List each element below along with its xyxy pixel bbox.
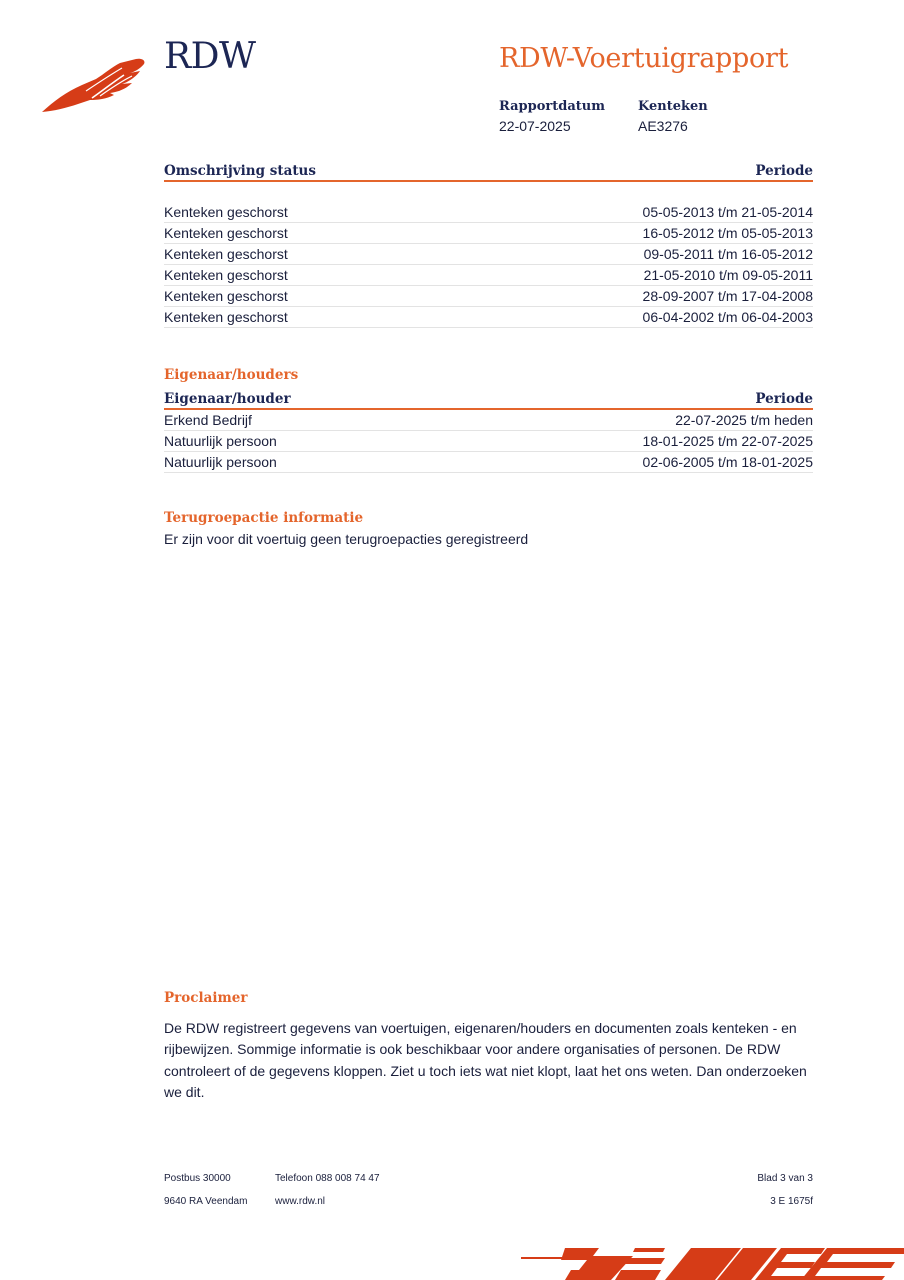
table-row [164,452,813,473]
col-header-owner: Eigenaar/houder [164,391,291,407]
footer-address-line-1: Postbus 30000 [164,1173,231,1184]
owner-type: Natuurlijk persoon [164,454,277,470]
status-period: 28-09-2007 t/m 17-04-2008 [642,288,813,304]
report-date-value: 22-07-2025 [499,118,571,134]
footer-document-code: 3 E 1675f [770,1196,813,1207]
owners-section-title: Eigenaar/houders [164,367,299,383]
recall-text: Er zijn voor dit voertuig geen terugroepacties geregistreerd [164,531,529,547]
status-period: 05-05-2013 t/m 21-05-2014 [642,204,813,220]
status-period: 06-04-2002 t/m 06-04-2003 [642,309,813,325]
proclaimer-text [164,1018,824,1103]
status-description: Kenteken geschorst [164,288,288,304]
proclaimer-line: De RDW registreert gegevens van voertuigen, eigenaren/houders en documenten zoals kenteken - en [164,1020,797,1036]
table-row [164,286,813,307]
report-date-label: Rapportdatum [499,99,605,114]
table-row [164,223,813,244]
table-row [164,410,813,431]
status-description: Kenteken geschorst [164,246,288,262]
col-header-description: Omschrijving status [164,163,316,179]
footer-phone: Telefoon 088 008 74 47 [275,1173,380,1184]
footer-website-link[interactable]: www.rdw.nl [275,1196,326,1207]
plate-label: Kenteken [638,99,708,114]
footer-page-number: Blad 3 van 3 [757,1173,813,1184]
proclaimer-line: we dit. [164,1083,205,1100]
footer-address-line-2: 9640 RA Veendam [164,1196,248,1207]
page-title: RDW-Voertuigrapport [499,43,789,74]
table-row [164,244,813,265]
status-description: Kenteken geschorst [164,204,288,220]
owner-type: Erkend Bedrijf [164,412,252,428]
proclaimer-line: controleert of de gegevens kloppen. Ziet u toch iets wat niet klopt, laat het ons weten. Dan onderzoeken [164,1062,807,1079]
col-header-period: Periode [755,391,813,407]
status-description: Kenteken geschorst [164,225,288,241]
owner-period: 18-01-2025 t/m 22-07-2025 [642,433,813,449]
status-period: 16-05-2012 t/m 05-05-2013 [642,225,813,241]
table-row [164,431,813,452]
table-row [164,202,813,223]
status-description: Kenteken geschorst [164,309,288,325]
plate-stripes-graphic [515,1244,904,1280]
owner-period: 22-07-2025 t/m heden [675,412,813,428]
owner-type: Natuurlijk persoon [164,433,277,449]
status-table [164,160,813,328]
brand-name: RDW [164,36,256,77]
table-row [164,307,813,328]
col-header-period: Periode [755,163,813,179]
rdw-wing-logo-icon [40,55,148,115]
status-period: 21-05-2010 t/m 09-05-2011 [643,267,813,283]
proclaimer-section-title: Proclaimer [164,990,248,1006]
status-description: Kenteken geschorst [164,267,288,283]
status-period: 09-05-2011 t/m 16-05-2012 [643,246,813,262]
recall-section-title: Terugroepactie informatie [164,510,364,526]
proclaimer-line: rijbewijzen. Sommige informatie is ook beschikbaar voor andere organisaties of personen. De RDW [164,1041,781,1058]
owners-table-header [164,388,813,410]
table-row [164,265,813,286]
status-table-header [164,160,813,182]
plate-value: AE3276 [638,118,688,134]
owner-period: 02-06-2005 t/m 18-01-2025 [642,454,813,470]
owners-table [164,388,813,473]
